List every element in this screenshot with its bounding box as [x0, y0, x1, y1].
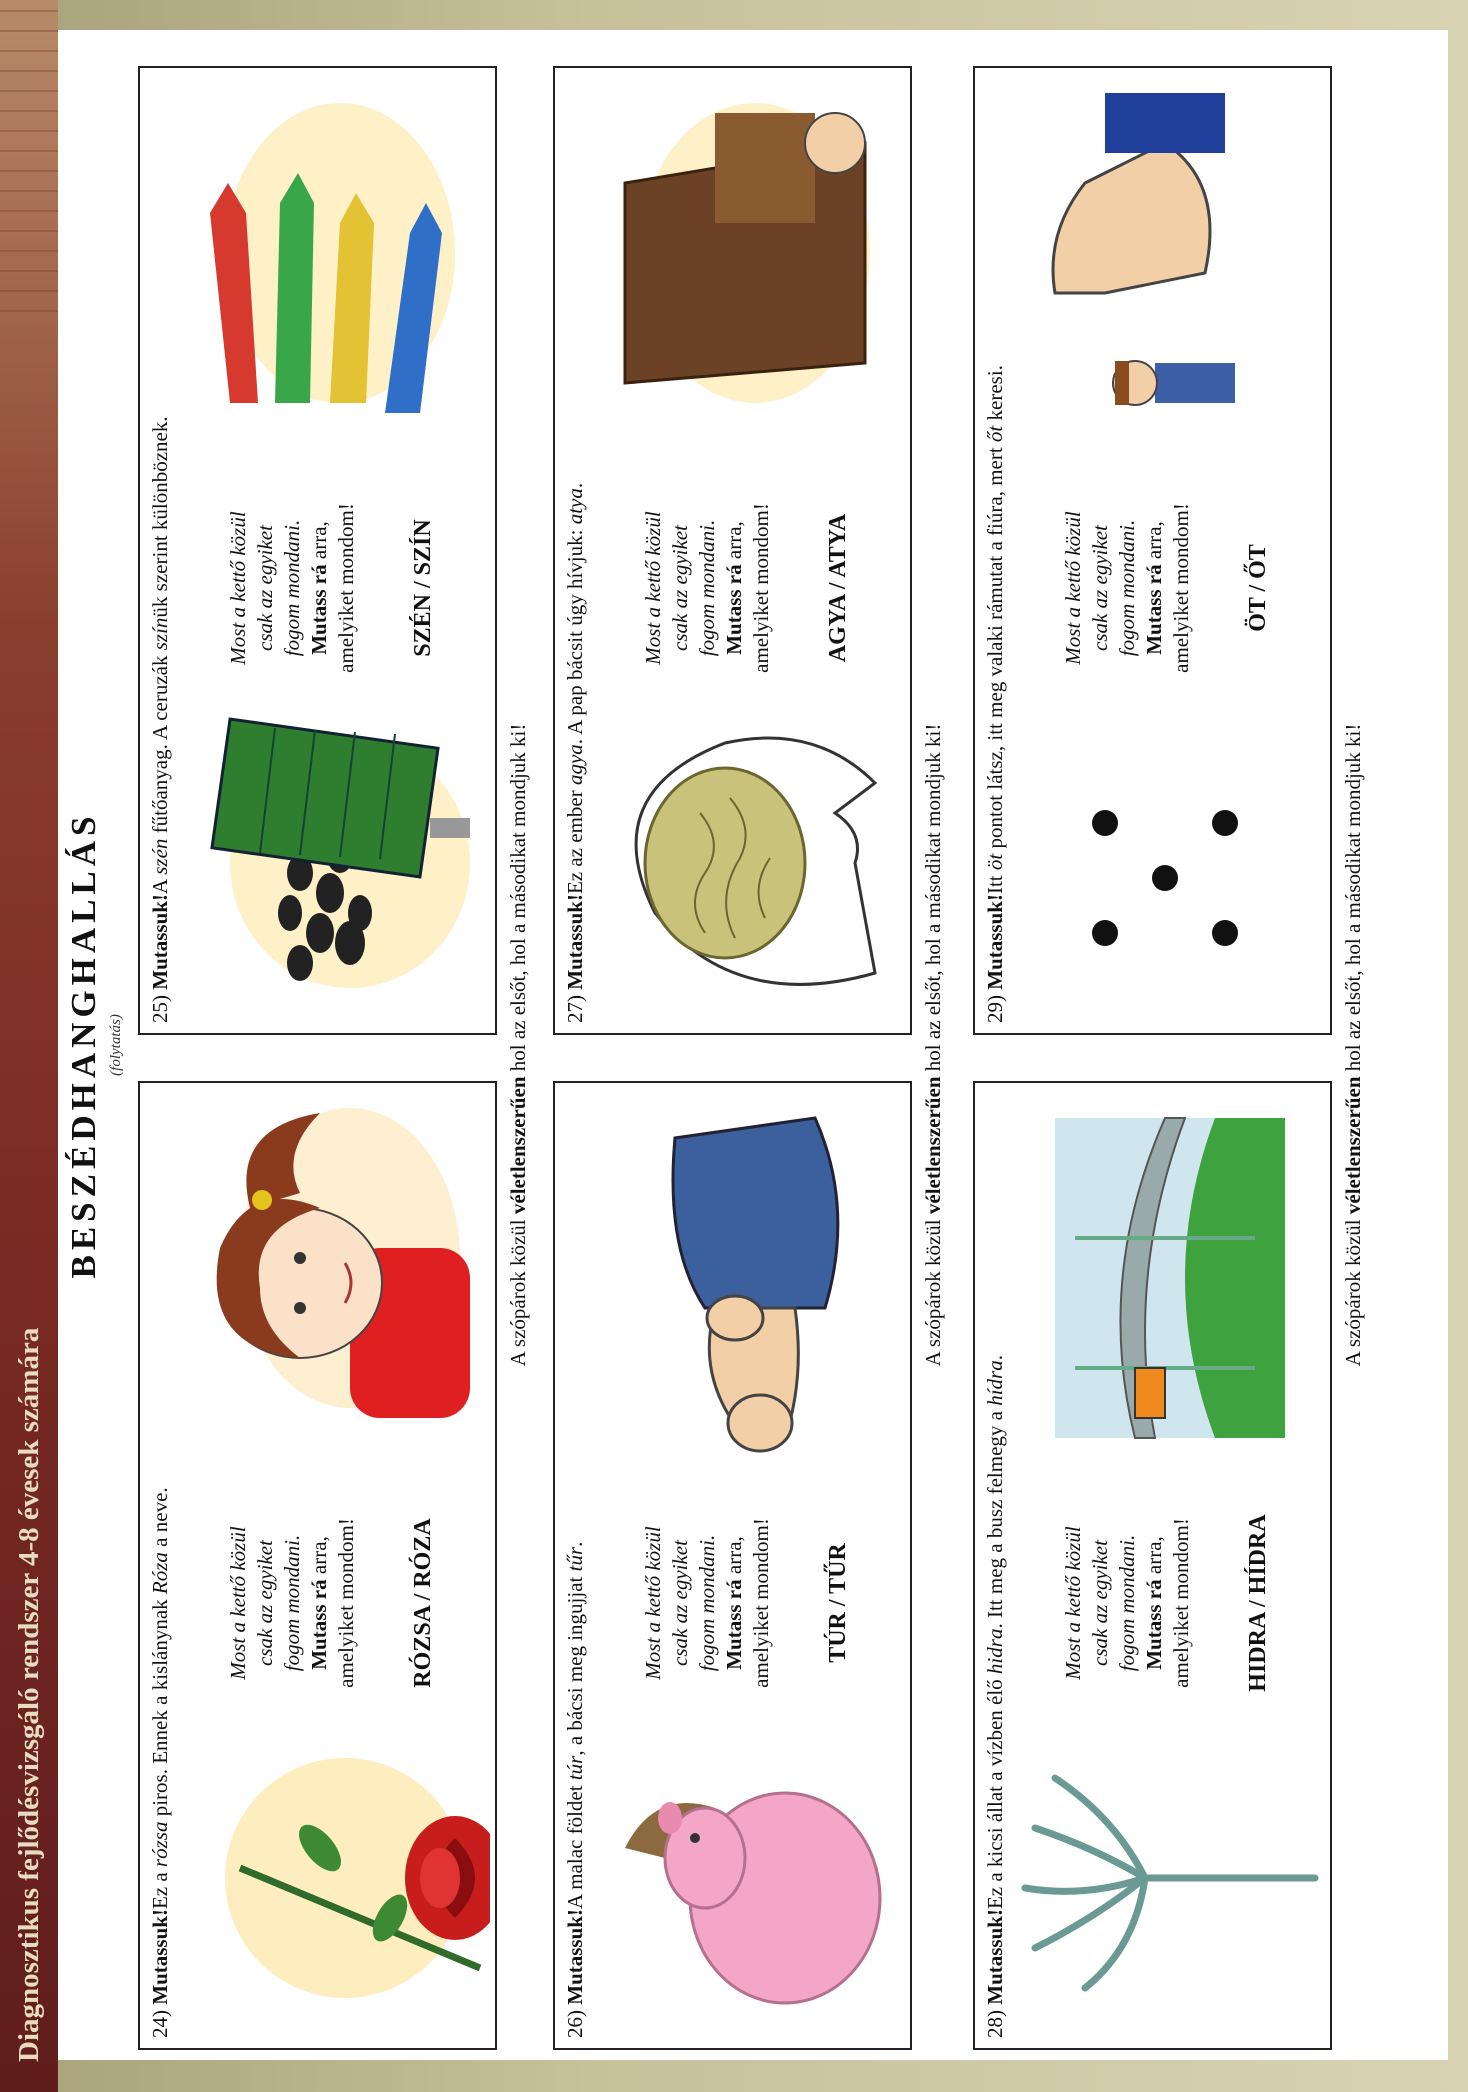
card-26: [553, 1081, 912, 2050]
word-pair: SZÉN / SZÍN: [410, 519, 436, 657]
girl-illustration: [180, 1098, 480, 1458]
word-pair: TÚR / TŰR: [825, 1543, 851, 1663]
arm-sleeve-illustration: [595, 1098, 895, 1458]
card-28: [973, 1081, 1332, 2050]
five-dots-illustration: [1015, 713, 1325, 1013]
card-heading: 28) Mutassuk!Ez a kicsi állat a vízben élő hidra. Itt meg a busz felmegy a hídra.: [983, 1355, 1007, 2038]
instruction-text: Most a kettő közül csak az egyiket fogom mondani. Mutass rá arra, amelyiket mondom!: [226, 1518, 358, 1688]
word-pair: RÓZSA / RÓZA: [410, 1518, 436, 1688]
card-heading: 27) Mutassuk!Ez az ember agya. A pap bácsit úgy hívjuk: atya.: [563, 482, 587, 1023]
pig-illustration: [595, 1728, 905, 2028]
rose-illustration: [180, 1728, 490, 2028]
instruction-text: Most a kettő közül csak az egyiket fogom mondani. Mutass rá arra, amelyiket mondom!: [641, 1518, 773, 1688]
card-29: [973, 66, 1332, 1035]
word-pair: ÖT / ŐT: [1245, 544, 1271, 632]
card-25: [138, 66, 497, 1035]
card-heading: 25) Mutassuk!A szén fűtőanyag. A ceruzák színük szerint különböznek.: [148, 416, 172, 1023]
ruler-strip: [0, 0, 58, 330]
word-pair: AGYA / ATYA: [825, 513, 851, 663]
worksheet: [58, 30, 1448, 2060]
top-banner: [0, 0, 58, 2092]
instruction-text: Most a kettő közül csak az egyiket fogom mondani. Mutass rá arra, amelyiket mondom!: [641, 503, 773, 673]
footer-note: A szópárok közül véletlenszerűen hol az elsőt, hol a másodikat mondjuk ki!: [1341, 723, 1365, 1367]
card-heading: 24) Mutassuk!Ez a rózsa piros. Ennek a kislánynak Róza a neve.: [148, 1487, 172, 2038]
pointing-hand-illustration: [1015, 83, 1315, 443]
page-subtitle: (folytatás): [108, 1014, 124, 1076]
instruction-text: Most a kettő közül csak az egyiket fogom mondani. Mutass rá arra, amelyiket mondom!: [1061, 503, 1193, 673]
footer-note: A szópárok közül véletlenszerűen hol az elsőt, hol a másodikat mondjuk ki!: [921, 723, 945, 1367]
page-title: BESZÉDHANGHALLÁS: [64, 811, 103, 1279]
card-24: [138, 1081, 497, 2050]
card-heading: 29) Mutassuk!Itt öt pontot látsz, itt meg valaki rámutat a fiúra, mert őt keresi.: [983, 365, 1007, 1023]
bridge-bus-illustration: [1015, 1098, 1315, 1458]
word-pair: HIDRA / HÍDRA: [1245, 1514, 1271, 1692]
priest-illustration: [595, 83, 895, 443]
instruction-text: Most a kettő közül csak az egyiket fogom mondani. Mutass rá arra, amelyiket mondom!: [226, 503, 358, 673]
row-1: [138, 30, 538, 2060]
pencils-illustration: [180, 83, 480, 443]
banner-title: Diagnosztikus fejlődésvizsgáló rendszer 4-8 évesek számára: [13, 1327, 45, 2062]
card-heading: 26) Mutassuk!A malac földet túr, a bácsi meg ingujjat tűr.: [563, 1541, 587, 2038]
coal-bucket-illustration: [180, 713, 490, 1013]
footer-note: A szópárok közül véletlenszerűen hol az elsőt, hol a másodikat mondjuk ki!: [506, 723, 530, 1367]
card-27: [553, 66, 912, 1035]
row-2: [553, 30, 973, 2060]
brain-illustration: [595, 713, 905, 1013]
instruction-text: Most a kettő közül csak az egyiket fogom mondani. Mutass rá arra, amelyiket mondom!: [1061, 1518, 1193, 1688]
row-3: [973, 30, 1413, 2060]
hydra-illustration: [1015, 1728, 1325, 2028]
